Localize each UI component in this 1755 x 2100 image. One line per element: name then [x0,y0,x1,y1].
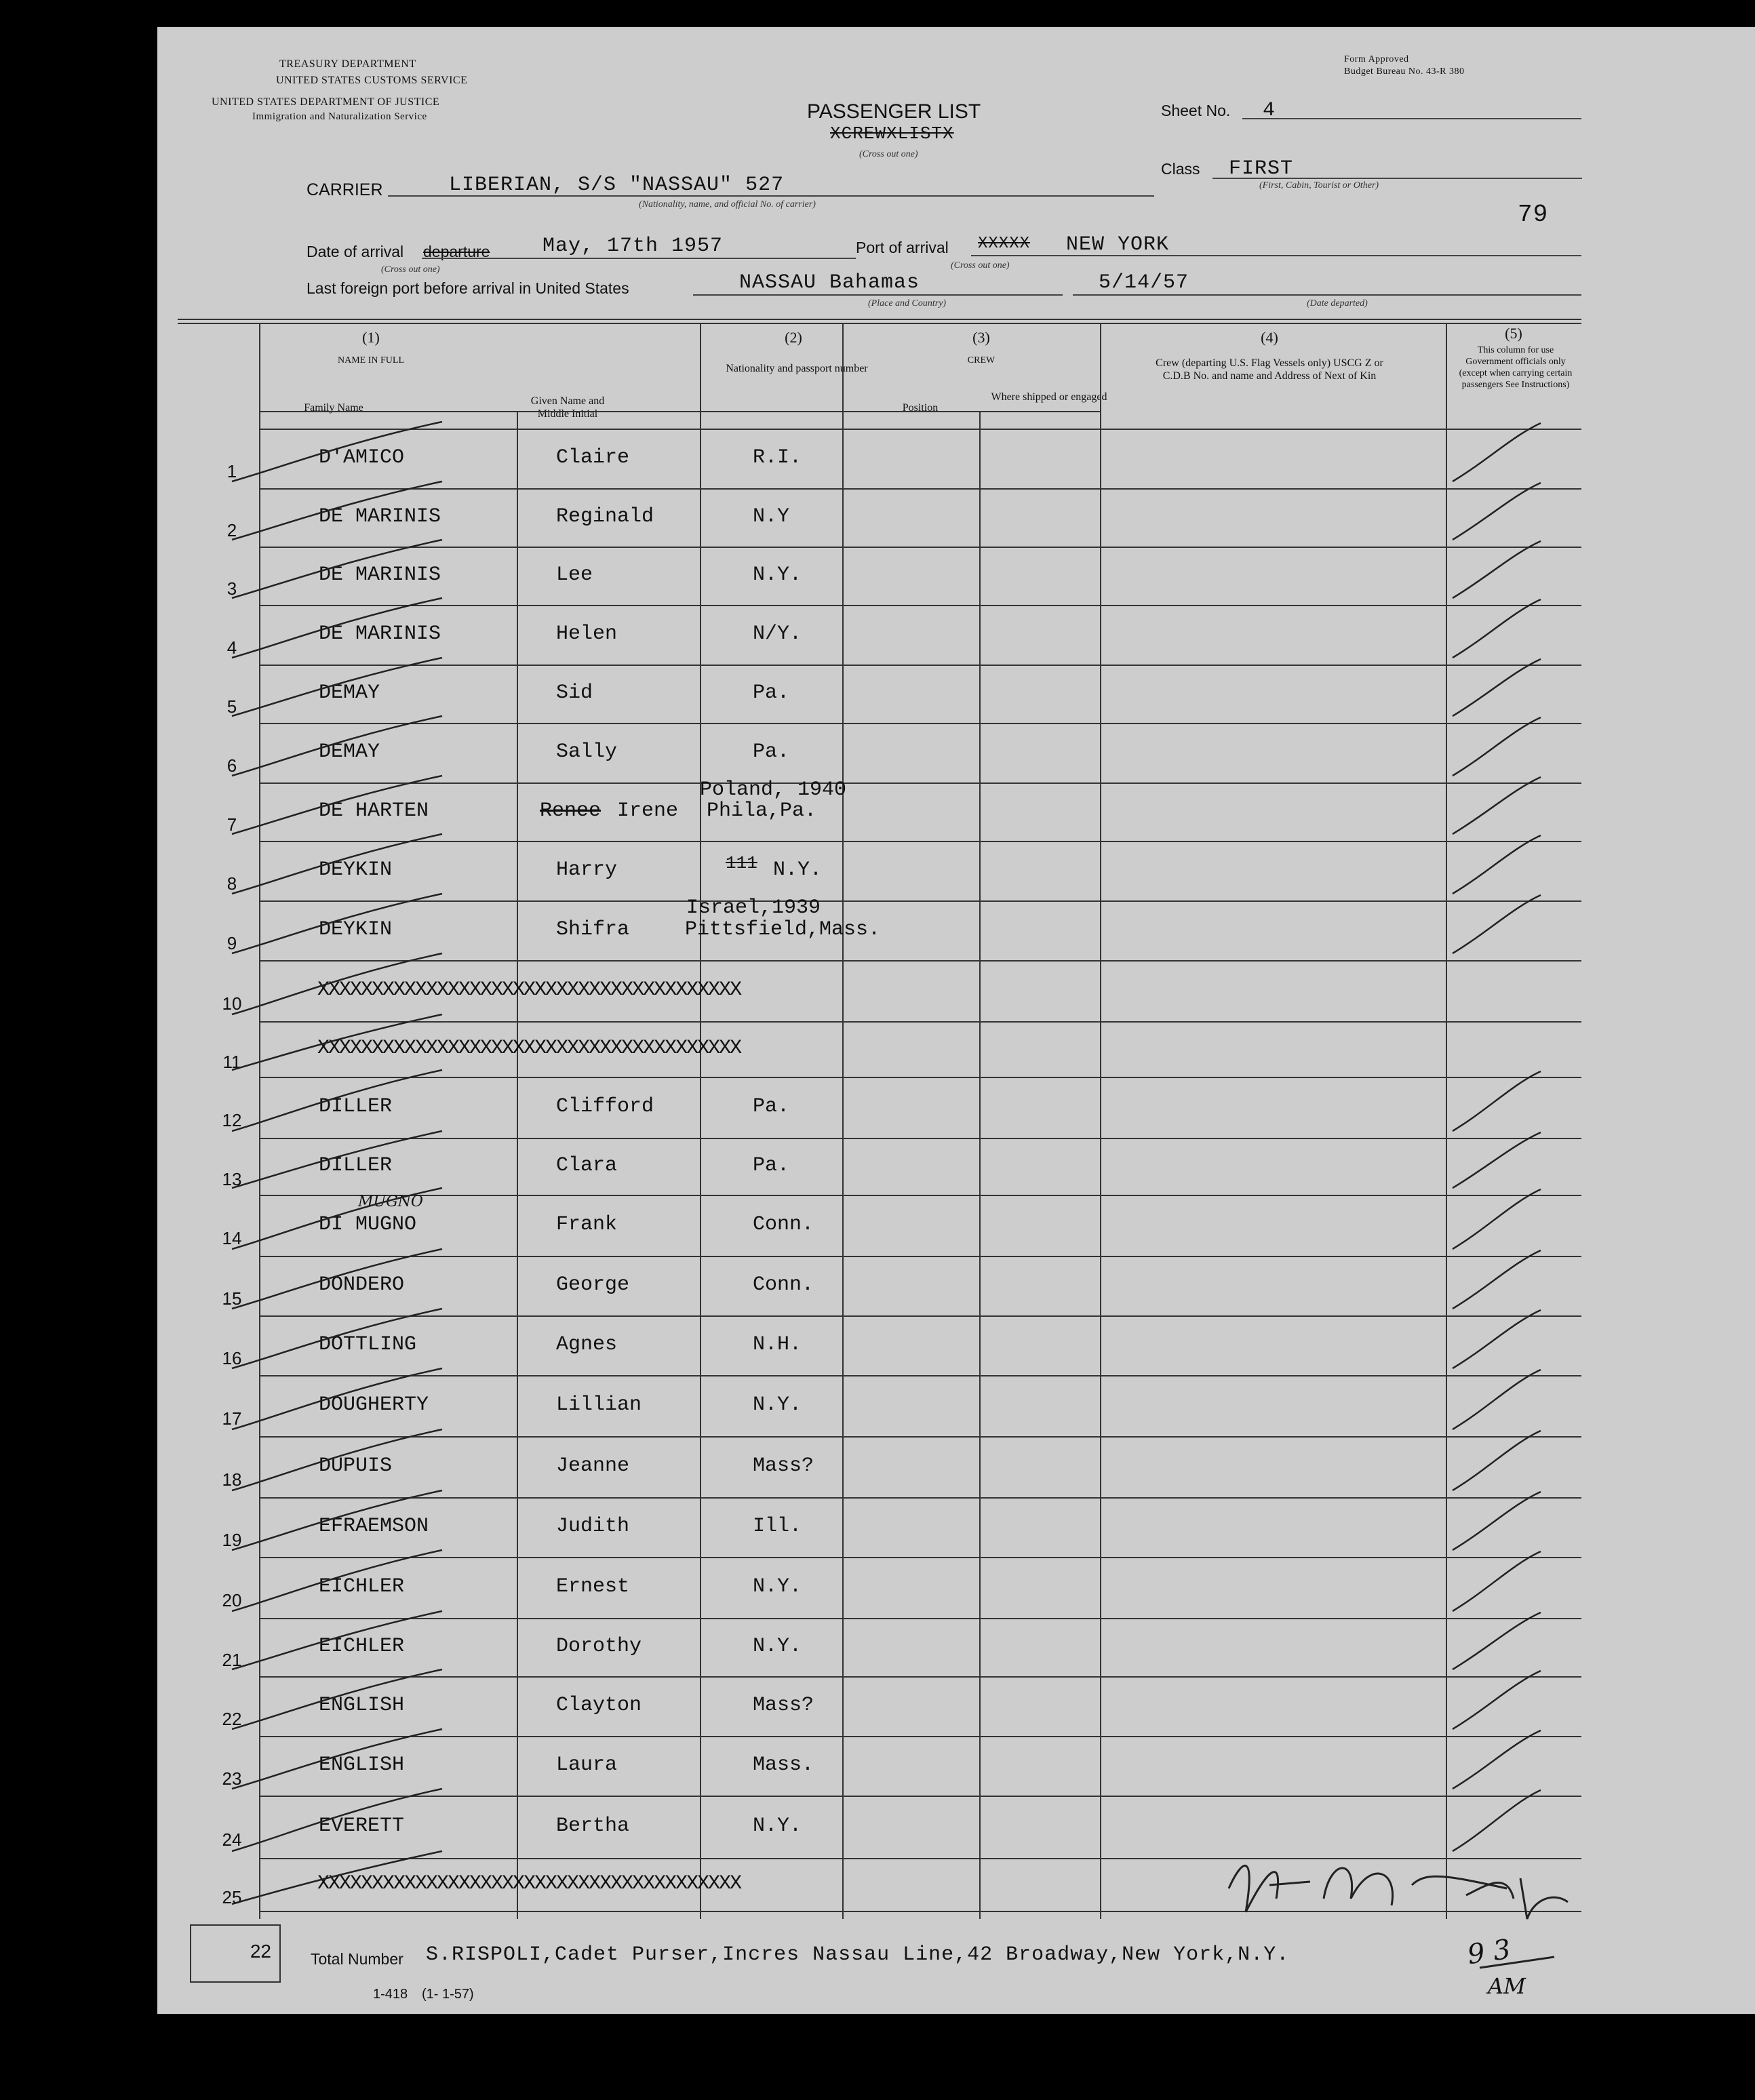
row-number: 11 [222,1052,241,1072]
given-name: Clayton [556,1694,642,1717]
dept-line-4: Immigration and Naturalization Service [252,111,427,122]
family-name: DILLER [319,1095,393,1118]
col1-title: NAME IN FULL [338,355,404,365]
dept-line-1: TREASURY DEPARTMENT [279,58,416,70]
col3-number: (3) [972,329,990,346]
family-name: DE MARINIS [319,505,441,528]
family-name: DUPUIS [319,1454,393,1478]
given-name: Clifford [556,1095,654,1118]
nationality: Mass. [753,1754,814,1777]
col-where-shipped: Where shipped or engaged [991,391,1107,403]
row-number: 15 [222,1288,242,1309]
given-name: Agnes [556,1333,618,1356]
nationality: N.Y. [753,1393,802,1416]
nationality-note: Israel,1939 [686,896,821,919]
family-name: DILLER [319,1154,393,1177]
last-port-hint: (Place and Country) [868,298,947,309]
row-number: 12 [222,1110,242,1130]
given-name: Reginald [556,505,654,528]
total-label: Total Number [311,1950,403,1968]
nationality: R.I. [753,446,802,469]
family-name: ENGLISH [319,1754,405,1777]
given-name: Frank [556,1213,618,1236]
row-number: 5 [226,696,237,717]
nationality: Conn. [753,1213,814,1236]
nationality: Pa. [753,681,790,705]
arrival-hint: (Cross out one) [381,264,440,275]
class-value: FIRST [1229,157,1294,180]
nationality: N.Y. [773,858,823,881]
signature-stroke [1229,1865,1568,1919]
col5-title: This column for use Government officials only (except when carrying certain passengers See Instructions) [1459,345,1573,390]
dept-line-2: UNITED STATES CUSTOMS SERVICE [276,75,468,86]
col3-title: CREW [967,355,995,365]
title-hint: (Cross out one) [859,149,918,159]
class-hint: (First, Cabin, Tourist or Other) [1259,180,1379,191]
nationality: Mass? [753,1454,814,1478]
form-approved: Form Approved [1344,54,1409,64]
arrival-crossed: departure [423,243,490,260]
family-name: DONDERO [319,1273,405,1296]
nationality: Conn. [753,1273,814,1296]
family-name: DEMAY [319,740,380,764]
arrival-label: Date of arrival [307,243,404,260]
given-name: Helen [556,622,618,646]
nationality: N.Y. [753,1635,802,1658]
family-name: EICHLER [319,1635,405,1658]
col2-title: Nationality and passport number [726,363,868,374]
family-name: DEYKIN [319,858,393,881]
nationality: Ill. [753,1515,802,1538]
family-name: DE MARINIS [319,622,441,646]
row-number: 24 [222,1829,242,1850]
row-number: 17 [222,1408,242,1429]
port-value: NEW YORK [1066,233,1170,256]
port-hint: (Cross out one) [951,260,1010,271]
row-number: 3 [226,578,237,599]
last-port-label: Last foreign port before arrival in United States [307,279,629,297]
nationality: Pa. [753,1154,790,1177]
family-name: D'AMICO [319,446,405,469]
nationality-note: Poland, 1940 [700,778,847,801]
stamp-rule [1480,1957,1554,1968]
nationality: N.Y [753,505,790,528]
crossed-out-entry: XXXXXXXXXXXXXXXXXXXXXXXXXXXXXXXXXXXXXXX [317,1872,741,1895]
col-position: Position [902,402,939,414]
nationality: Pa. [753,1095,790,1118]
arrival-value: May, 17th 1957 [543,235,724,258]
row-number: 25 [222,1887,242,1907]
nationality: N/Y. [753,622,802,646]
family-name: DEYKIN [319,918,393,941]
family-name: EICHLER [319,1575,405,1598]
col-family-name: Family Name [304,402,363,414]
nationality: Mass? [753,1694,814,1717]
given-name: Irene [617,799,679,823]
row-number: 13 [222,1169,242,1189]
crossed-given-name: Renee [540,799,602,823]
stamp-time: 9 3 [1465,1933,1513,1971]
family-name: ENGLISH [319,1694,405,1717]
family-name: DOUGHERTY [319,1393,429,1416]
row-number: 9 [226,933,237,953]
port-label: Port of arrival [856,239,949,256]
stamp-am: AM [1488,1973,1526,1999]
given-name: Bertha [556,1815,630,1838]
nationality: Pittsfield,Mass. [685,918,881,941]
row-number: 22 [222,1709,242,1729]
row-number: 6 [226,755,237,776]
row-number: 2 [226,520,237,540]
row-number: 8 [226,873,237,894]
row-number: 14 [222,1228,242,1248]
port-crossed: XXXXX [978,235,1031,253]
crossed-title: XCREWXLISTX [830,123,954,144]
given-name: Clara [556,1154,618,1177]
row-number: 1 [226,461,237,481]
date-departed-hint: (Date departed) [1307,298,1368,309]
given-name: Judith [556,1515,630,1538]
sheet-number: 4 [1263,99,1276,122]
signature [157,27,1755,2014]
given-name: Shifra [556,918,630,941]
nationality: N.Y. [753,563,802,587]
row-number: 19 [222,1530,242,1550]
given-name: Laura [556,1754,618,1777]
given-name: Dorothy [556,1635,642,1658]
sheet-label: Sheet No. [1161,102,1231,119]
row-number: 18 [222,1469,242,1490]
carrier-value: LIBERIAN, S/S "NASSAU" 527 [449,174,785,197]
given-name: Claire [556,446,630,469]
crossed-nationality: 111 [726,853,757,873]
last-port-value: NASSAU Bahamas [739,271,920,294]
given-name: Harry [556,858,618,881]
row-number: 16 [222,1348,242,1368]
family-name: DE HARTEN [319,799,429,823]
given-name: Sally [556,740,618,764]
row-number: 7 [226,814,237,835]
page-number: 79 [1518,201,1549,229]
form-date: (1- 1-57) [422,1987,474,2002]
crossed-out-entry: XXXXXXXXXXXXXXXXXXXXXXXXXXXXXXXXXXXXXXX [317,1037,741,1060]
form-number: 1-418 [373,1987,408,2002]
purser-line: S.RISPOLI,Cadet Purser,Incres Nassau Line,42 Broadway,New York,N.Y. [426,1943,1290,1966]
budget-bureau: Budget Bureau No. 43-R 380 [1344,66,1465,77]
given-name: Lillian [556,1393,642,1416]
family-name: DI MUGNO [319,1213,417,1236]
passenger-list-sheet [157,27,1755,2014]
nationality: Pa. [753,740,790,764]
family-name: DOTTLING [319,1333,417,1356]
family-name: DEMAY [319,681,380,705]
carrier-hint: (Nationality, name, and official No. of carrier) [639,199,816,210]
carrier-label: CARRIER [307,180,383,199]
dept-line-3: UNITED STATES DEPARTMENT OF JUSTICE [212,96,440,108]
row-number: 4 [226,637,237,658]
given-name: Lee [556,563,593,587]
family-name: EFRAEMSON [319,1515,429,1538]
row-number: 10 [222,993,242,1014]
nationality: N.H. [753,1333,802,1356]
nationality: N.Y. [753,1815,802,1838]
total-box-value: 22 [250,1941,271,1962]
handwritten-annotation: MUGNO [358,1193,423,1210]
col5-number: (5) [1505,325,1522,342]
family-name: EVERETT [319,1815,405,1838]
family-name: DE MARINIS [319,563,441,587]
class-label: Class [1161,160,1200,178]
row-number: 20 [222,1590,242,1610]
col1-number: (1) [362,329,380,346]
given-name: Jeanne [556,1454,630,1478]
col2-number: (2) [785,329,802,346]
col4-number: (4) [1261,329,1278,346]
col-given-name: Given Name and Middle Initial [530,395,605,420]
col4-title: Crew (departing U.S. Flag Vessels only) USCG Z or C.D.B No. and name and Address of Next of Kin [1156,357,1383,382]
given-name: Ernest [556,1575,630,1598]
crossed-out-entry: XXXXXXXXXXXXXXXXXXXXXXXXXXXXXXXXXXXXXXX [317,978,741,1002]
given-name: Sid [556,681,593,705]
nationality: Phila,Pa. [707,799,817,823]
page-title: PASSENGER LIST [807,100,981,123]
row-number: 23 [222,1768,242,1789]
row-number: 21 [222,1650,242,1670]
nationality: N.Y. [753,1575,802,1598]
date-departed: 5/14/57 [1099,271,1189,294]
given-name: George [556,1273,630,1296]
